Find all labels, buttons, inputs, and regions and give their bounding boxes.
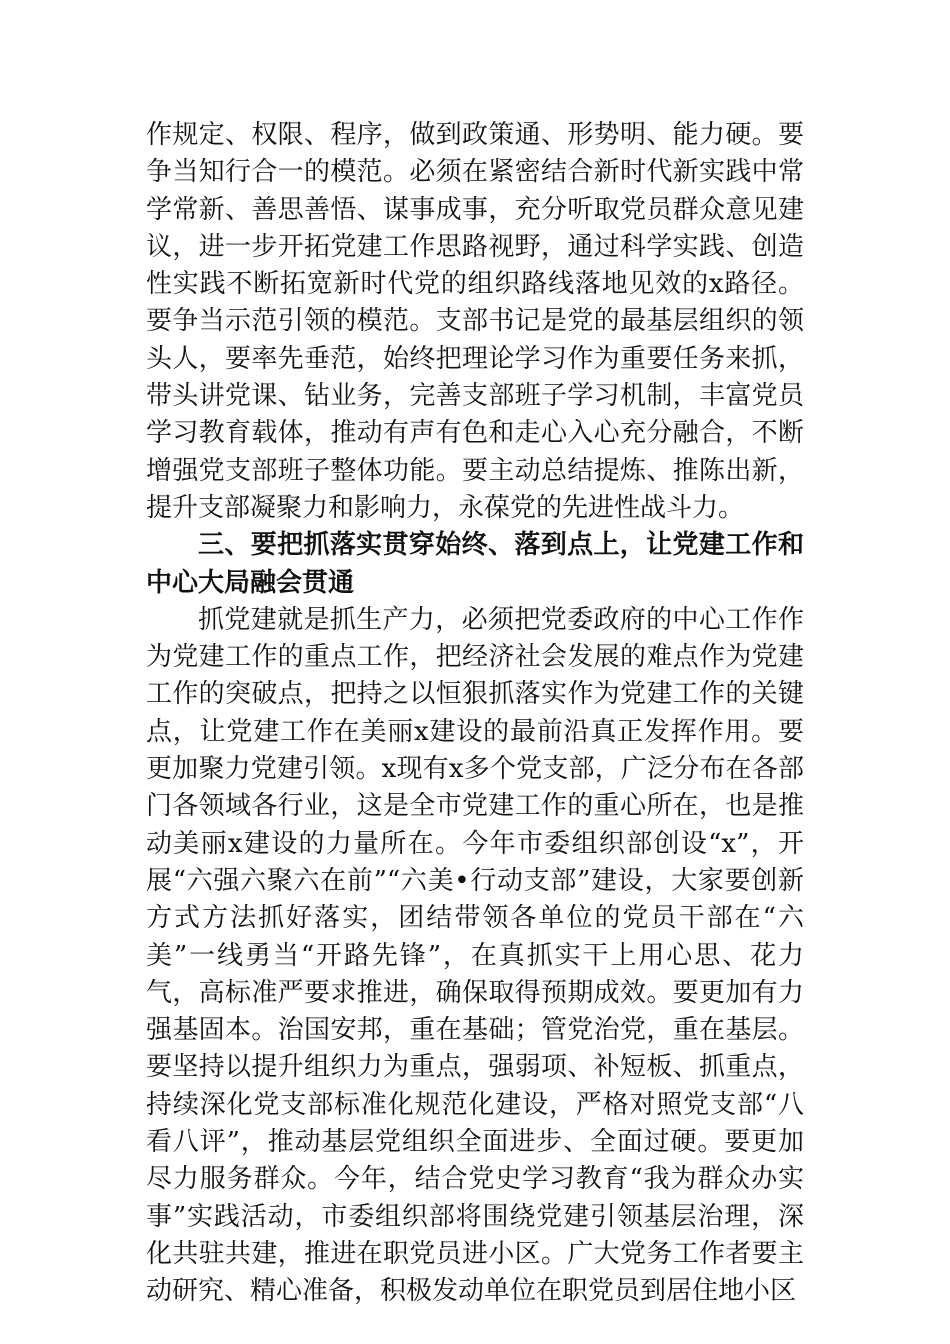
section-heading: 三、要把抓落实贯穿始终、落到点上，让党建工作和中心大局融会贯通 <box>146 530 804 598</box>
paragraph-body: 抓党建就是抓生产力，必须把党委政府的中心工作作为党建工作的重点工作，把经济社会发展的难点作为党建工作的突破点，把持之以恒狠抓落实作为党建工作的关键点，让党建工作在美丽x建设的最前沿真正发挥作用。要更加聚力党建引领。x现有x多个党支部，广泛分布在各部门各领域各行业，这是全市党建工作的重心所在，也是推动美丽x建设的力量所在。今年市委组织部创设“x”，开展“六强六聚六在前”“六美•行动支部”建设，大家要创新方式方法抓好落实，团结带领各单位的党员干部在“六美”一线勇当“开路先锋”，在真抓实干上用心思、花力气，高标准严要求推进，确保取得预期成效。要更加有力强基固本。治国安邦，重在基础；管党治党，重在基层。要坚持以提升组织力为重点，强弱项、补短板、抓重点，持续深化党支部标准化规范化建设，严格对照党支部“八看八评”，推动基层党组织全面进步、全面过硬。要更加尽力服务群众。今年，结合党史学习教育“我为群众办实事”实践活动，市委组织部将围绕党建引领基层治理，深化共驻共建，推进在职党员进小区。广大党务工作者要主动研究、精心准备，积极发动单位在职党员到居住地小区 <box>146 604 804 1307</box>
paragraph-continuation: 作规定、权限、程序，做到政策通、形势明、能力硬。要争当知行合一的模范。必须在紧密结合新时代新实践中常学常新、善思善悟、谋事成事，充分听取党员群众意见建议，进一步开拓党建工作思路视野，通过科学实践、创造性实践不断拓宽新时代党的组织路线落地见效的x路径。要争当示范引领的模范。支部书记是党的最基层组织的领头人，要率先垂范，始终把理论学习作为重要任务来抓，带头讲党课、钻业务，完善支部班子学习机制，丰富党员学习教育载体，推动有声有色和走心入心充分融合，不断增强党支部班子整体功能。要主动总结提炼、推陈出新，提升支部凝聚力和影响力，永葆党的先进性战斗力。 <box>146 120 804 523</box>
document-body <box>146 117 804 1311</box>
